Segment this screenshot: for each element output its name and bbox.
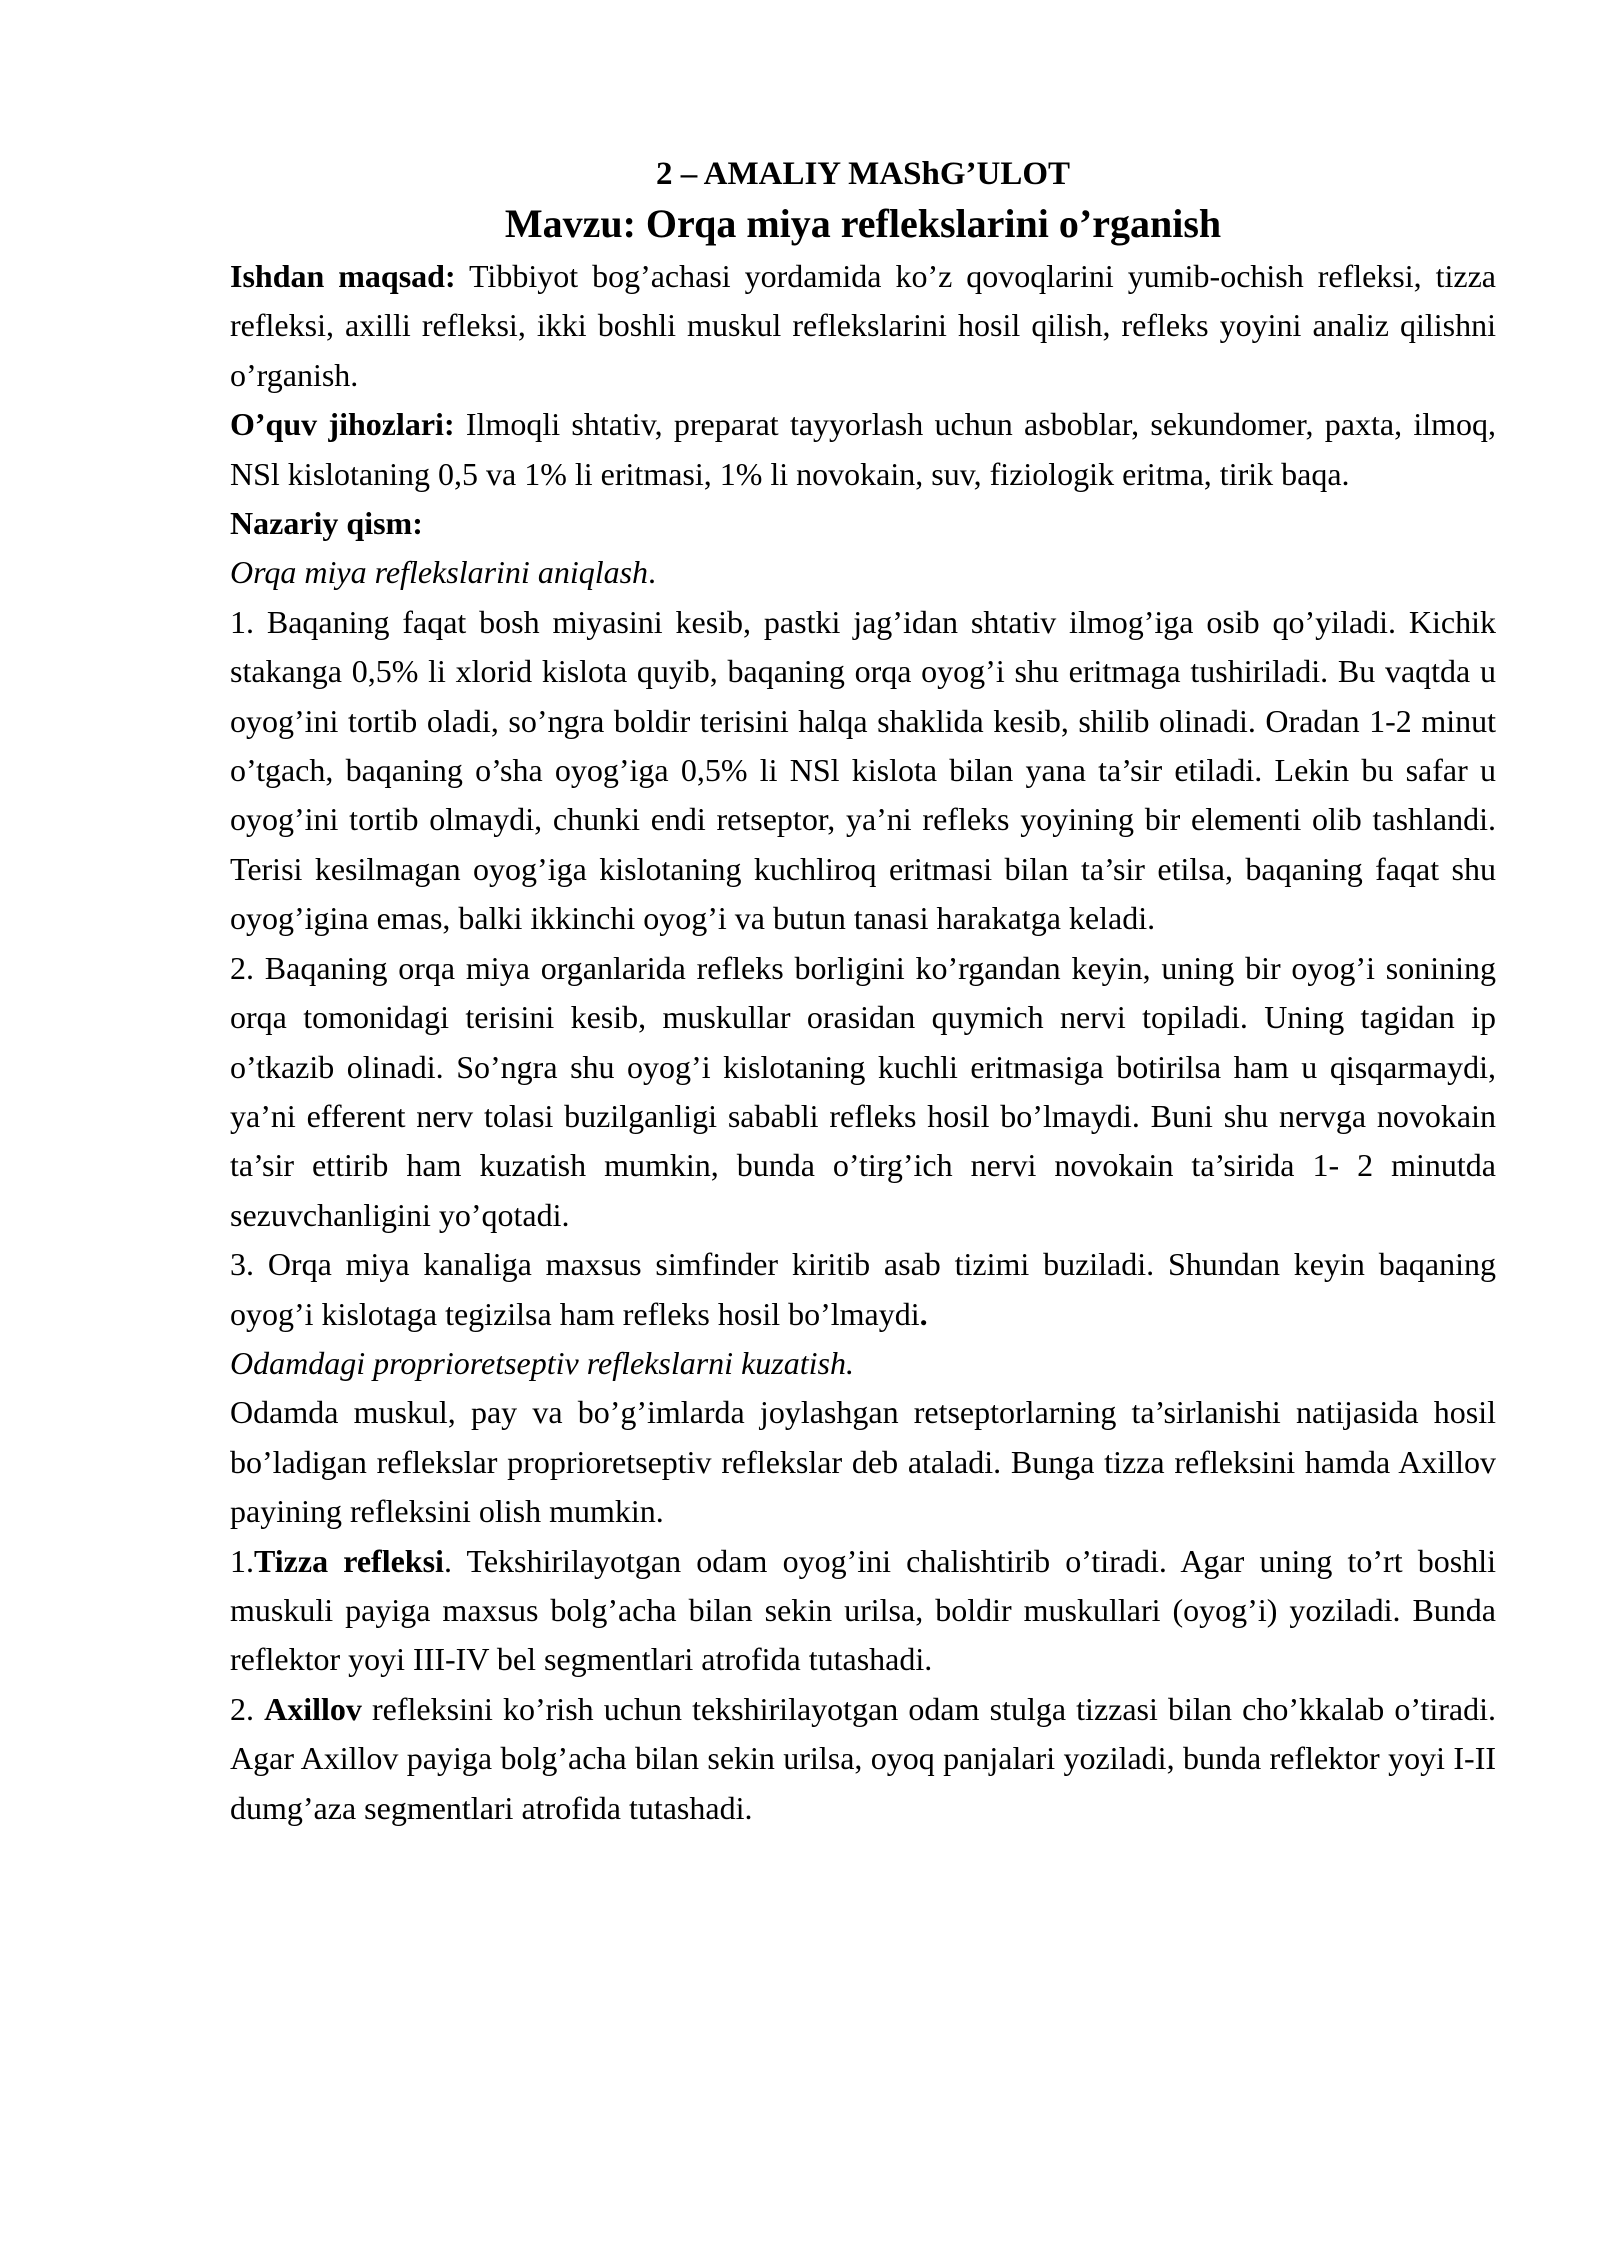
equipment-label: O’quv jihozlari: bbox=[230, 406, 455, 443]
paragraph-5-text: . Tekshirilayotgan odam oyog’ini chalishtirib o’tiradi. Agar uning to’rt boshli muskuli payiga maxsus bolg’acha bilan sekin urilsa, boldir muskullari (oyog’i) yoziladi. Bunda reflektor yoyi III-IV bel segmentlari atrofida tutashadi. bbox=[230, 1542, 1497, 1678]
equipment-paragraph bbox=[230, 400, 1496, 499]
goal-label: Ishdan maqsad: bbox=[230, 258, 456, 294]
section-number-heading: 2 – AMALIY MAShG’ULOT bbox=[655, 156, 1071, 192]
section1-heading-text: Orqa miya reflekslarini aniqlash bbox=[230, 554, 649, 591]
paragraph-5-prefix: 1. bbox=[230, 1542, 254, 1579]
paragraph-2: 2. Baqaning orqa miya organlarida refleks borligini ko’rgandan keyin, uning bir oyog’i sonining orqa tomonidagi terisini kesib, muskullar orasidan quymich nervi topiladi. Uning tagidan ip o’tkazib olinadi. So’ngra shu oyog’i kislotaning kuchli eritmasiga botirilsa ham u qisqarmaydi, ya’ni efferent nerv tolasi buzilganligi sababli refleks hosil bo’lmaydi. Buni shu nervga novokain ta’sir ettirib ham kuzatish mumkin, bunda o’tirg’ich nervi novokain ta’sirida 1- 2 minutda sezuvchanligini yo’qotadi. bbox=[230, 949, 1496, 1233]
paragraph-5 bbox=[230, 1537, 1496, 1685]
paragraph-4: Odamda muskul, pay va bo’g’imlarda joylashgan retseptorlarning ta’sirlanishi natijasida hosil bo’ladigan reflekslar proprioretseptiv reflekslar deb ataladi. Bunga tizza refleksini hamda Axillov payining refleksini olish mumkin. bbox=[230, 1394, 1496, 1530]
paragraph-3-text: 3. Orqa miya kanaliga maxsus simfinder kiritib asab tizimi buziladi. Shundan keyin baqaning oyog’i kislotaga tegizilsa ham refleks hosil bo’lmaydi bbox=[230, 1246, 1496, 1332]
goal-paragraph bbox=[230, 252, 1496, 400]
paragraph-6-bold: Axillov bbox=[264, 1690, 362, 1727]
paragraph-6-text: refleksini ko’rish uchun tekshirilayotgan odam stulga tizzasi bilan cho’kkalab o’tiradi. Agar Axillov payiga bolg’acha bilan sekin urilsa, oyoq panjalari yoziladi, bunda reflektor yoyi I-II dumg’aza segmentlari atrofida tutashadi. bbox=[230, 1690, 1497, 1826]
paragraph-6-prefix: 2. bbox=[230, 1690, 265, 1727]
paragraph-6 bbox=[230, 1685, 1496, 1833]
paragraph-3 bbox=[230, 1240, 1496, 1339]
paragraph-5-bold: Tizza refleksi bbox=[254, 1542, 444, 1579]
goal-text: Tibbiyot bog’achasi yordamida ko’z qovoqlarini yumib-ochish refleksi, tizza refleksi, axilli refleksi, ikki boshli muskul reflekslarini hosil qilish, refleks yoyini analiz qilishni o’rganish. bbox=[230, 258, 1497, 393]
paragraph-1: 1. Baqaning faqat bosh miyasini kesib, pastki jag’idan shtativ ilmog’iga osib qo’yiladi. Kichik stakanga 0,5% li xlorid kislota quyib, baqaning orqa oyog’i shu eritmaga tushiriladi. Bu vaqtda u oyog’ini tortib oladi, so’ngra boldir terisini halqa shaklida kesib, shilib olinadi. Oradan 1-2 minut o’tgach, baqaning o’sha oyog’iga 0,5% li NSl kislota bilan yana ta’sir etiladi. Lekin bu safar u oyog’ini tortib olmaydi, chunki endi retseptor, ya’ni refleks yoyining bir elementi olib tashlandi. Terisi kesilmagan oyog’iga kislotaning kuchliroq eritmasi bilan ta’sir etilsa, baqaning faqat shu oyog’igina emas, balki ikkinchi oyog’i va butun tanasi harakatga keladi. bbox=[230, 603, 1496, 937]
document-page bbox=[230, 150, 1496, 1833]
page-title: Mavzu: Orqa miya reflekslarini o’rganish bbox=[504, 201, 1222, 246]
paragraph-3-end: . bbox=[919, 1295, 928, 1332]
equipment-text: Ilmoqli shtativ, preparat tayyorlash uchun asboblar, sekundomer, paxta, ilmoq, NSl kislotaning 0,5 va 1% li eritmasi, 1% li novokain, suv, fiziologik eritma, tirik baqa. bbox=[230, 406, 1497, 492]
section2-heading: Odamdagi proprioretseptiv reflekslarni kuzatish. bbox=[230, 1344, 854, 1381]
section1-heading-end: . bbox=[648, 554, 657, 591]
theory-heading: Nazariy qism: bbox=[230, 505, 423, 542]
section1-heading bbox=[230, 548, 1496, 597]
